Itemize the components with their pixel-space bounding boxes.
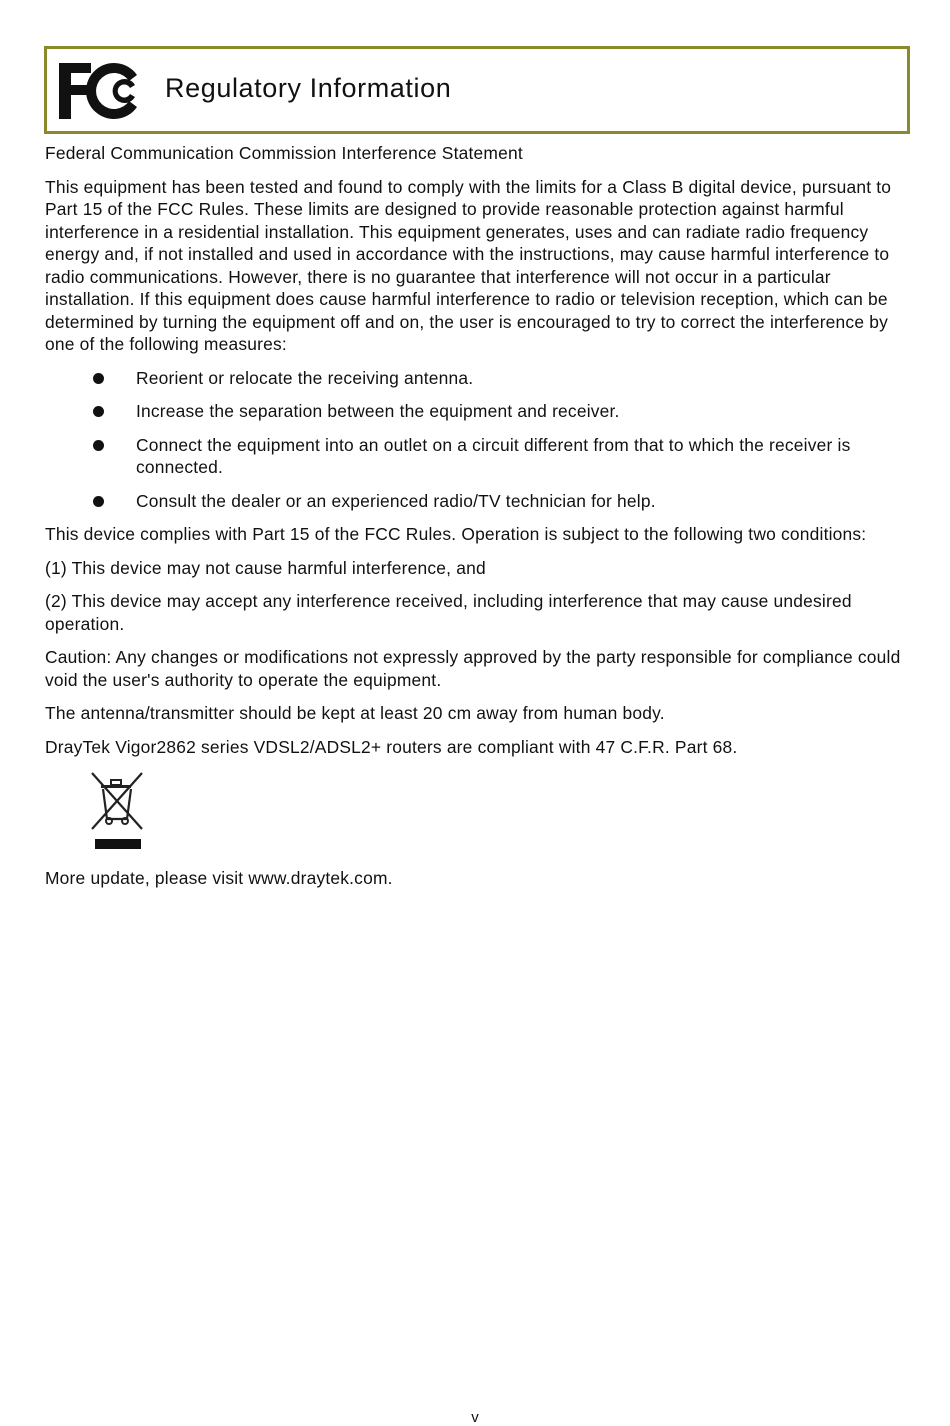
update-note: More update, please visit www.draytek.com. — [45, 868, 393, 888]
list-item — [45, 490, 911, 513]
list-item-text: Reorient or relocate the receiving antenna. — [136, 367, 474, 388]
header-box — [44, 46, 910, 134]
bullet-icon — [93, 440, 104, 451]
page-number: v — [471, 1409, 479, 1426]
page-title: Regulatory Information — [165, 73, 452, 103]
bullet-icon — [93, 373, 104, 384]
bullet-icon — [93, 496, 104, 507]
intro-paragraph: This equipment has been tested and found to comply with the limits for a Class B digital device, pursuant to Part 15 of the FCC Rules. These limits are designed to provide reasonable protection against harmful interference in a residential installation. This equipment generates, uses and can radiate radio frequency energy and, if not installed and used in accordance with the instructions, may cause harmful interference to radio communications. However, there is no guarantee that interference will not occur in a particular installation. If this equipment does cause harmful interference to radio or television reception, which can be determined by turning the equipment off and on, the user is encouraged to try to correct the interference by one of the following measures: — [45, 176, 892, 354]
list-item-text: Consult the dealer or an experienced radio/TV technician for help. — [136, 490, 656, 511]
draytek-compliance: DrayTek Vigor2862 series VDSL2/ADSL2+ routers are compliant with 47 C.F.R. Part 68. — [45, 736, 738, 757]
regulatory-content — [45, 142, 911, 901]
list-item-text: Connect the equipment into an outlet on a circuit different from that to which the receiver is connected. — [136, 434, 851, 477]
compliance-paragraph: This device complies with Part 15 of the FCC Rules. Operation is subject to the following two conditions: — [45, 524, 867, 544]
section-heading: Federal Communication Commission Interference Statement — [45, 143, 523, 163]
caution-paragraph: Caution: Any changes or modifications not expressly approved by the party responsible for compliance could void the user's authority to operate the equipment. — [45, 647, 901, 690]
condition-2: (2) This device may accept any interference received, including interference that may cause undesired operation. — [45, 591, 852, 634]
condition-1: (1) This device may not cause harmful interference, and — [45, 557, 486, 578]
list-item — [45, 367, 911, 390]
list-item-text: Increase the separation between the equipment and receiver. — [136, 401, 620, 421]
bullet-icon — [93, 406, 104, 417]
fcc-logo-icon — [57, 61, 141, 121]
crossed-out-wheelie-bin-icon — [89, 769, 145, 853]
measures-list — [45, 367, 911, 513]
list-item — [45, 434, 911, 479]
antenna-statement: The antenna/transmitter should be kept at least 20 cm away from human body. — [45, 703, 665, 723]
list-item — [45, 400, 911, 423]
